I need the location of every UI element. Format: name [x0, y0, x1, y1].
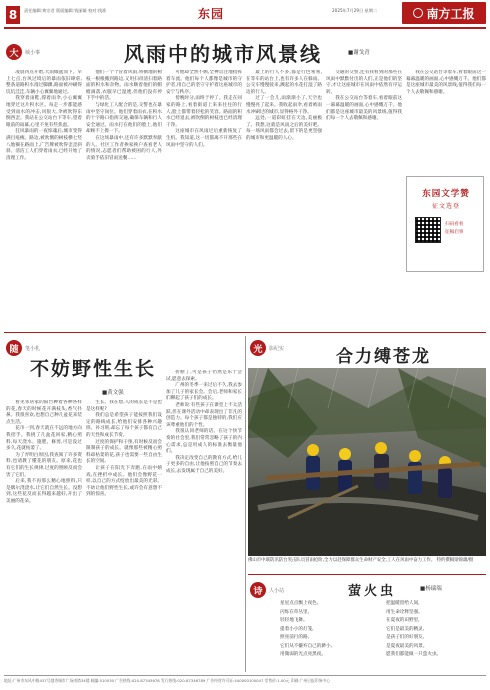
column-tag-4 — [250, 582, 284, 598]
paragraph: 我在公交站台等着车,看着眼前这一幕幕温暖的画面,心中感慨万千。他们都是这座城市最美的风景线,值得我们每一个人去敬佩和感谢。 — [326, 96, 402, 122]
poem-line: 闪烁在草丛里, — [280, 609, 310, 615]
article2-column-3 — [166, 370, 242, 670]
paragraph: 让孩子在阳光下奔跑,在雨中嬉戏,在挫折中成长。他们会像野花一样,以自己的方式绽放出最美的光彩。不妨让他们野性生长,或许会有意想不到的惊喜。 — [86, 465, 162, 498]
issue-date: 2025年7月29日 星期二 — [332, 8, 378, 13]
page-footer: 地址:广州市东风中路437号越秀城市广场南塔34楼 邮编:510030 广告热线:020-87345678 发行热线:020-87346789 广告经营许可证:440000100047 零售价:1.00元 印刷:广州日报印务中心 — [4, 678, 330, 683]
poem-line: 愿我们都能做一只萤火虫。 — [386, 652, 442, 657]
paragraph: 与绿化工人配合的是,交警也在暴雨中坚守岗位。他们穿着雨衣,在积水的十字路口指挥交通,确保车辆和行人安全通过。雨水打在他们的脸上,他们却顾不上擦一下。 — [86, 102, 162, 135]
poem-line: 它们从不嫌弃自己的渺小, — [280, 643, 332, 649]
paragraph: 交通的交警,还有我看到的那些在风雨中默默付出的人们,正是他们的坚守,才让这座城市在风雨中依然有序运转。 — [326, 70, 402, 95]
paragraph: 后来,我不再那么精心地照料,只是偶尔浇浇水,让它们自然生长。没想到,这些花反而长得越来越好,开出了美丽的花朵。 — [6, 479, 82, 504]
article1-title: 风雨中的城市风景线 — [124, 42, 322, 66]
paragraph: 我穿着雨鞋,撑着雨伞,小心翼翼地穿过这片积水区。每走一步都能感受到雨水的冲击,风很大,伞被吹得东倒西歪。我站在公交站台下等车,望着眼前的雨幕,心里不免有些焦虑。 — [6, 96, 82, 128]
column-tag-3 — [250, 340, 284, 356]
poem-line: 轻轻地飞舞。 — [280, 618, 308, 623]
poem-line: 它们是最美的精灵, — [386, 626, 425, 632]
page-number: 8 — [6, 6, 20, 24]
essay-solicitation-box — [406, 176, 484, 272]
poem-line: 用微弱的光点亮黑夜。 — [280, 652, 326, 657]
paragraph: 他们一个个冒着风雨,将倒地的树枝一根根搬到路边,又用扫帚清扫着路面的积水和杂物。雨水顺着他们的帽檐滴落,衣服早已湿透,但他们没有停下手中的活。 — [86, 70, 162, 102]
solicitation-subtitle: 征文选登 — [431, 203, 460, 210]
column-tag-label: 影纪实 — [269, 345, 285, 352]
solicitation-title: 东园文学赞 — [422, 189, 470, 199]
photo-illustration — [248, 368, 486, 556]
paragraph: 过度的保护和干预,有时候反而会限制孩子的成长。就像那些被精心照料却枯萎的花,孩子也需要一些自由生长的空间。 — [86, 439, 162, 465]
article2-title: 不妨野性生长 — [30, 358, 157, 380]
column-tag-label: 笔小札 — [25, 345, 41, 352]
paragraph: 凌晨四点开始,大雨倾盆而下。早上七点,台风过境后的暴雨依旧肆虐,整条道路积水漫过脚踝,路面被冲刷得坑坑洼洼,车辆小心翼翼地通过。 — [6, 70, 82, 95]
header-rule — [4, 27, 486, 29]
paragraph: 傍晚时分,雨终于停了。我走在回家的路上,看着街道上来来往往的行人,脸上都带着轻松的笑容。路面的积水已经退去,被吹倒的树枝也已经清理干净。 — [166, 96, 242, 128]
poem-column-2 — [386, 600, 486, 660]
column-tag-icon: 随 — [6, 340, 22, 356]
column-tag-icon: 诗 — [250, 582, 266, 598]
article2-byline: ■黄文强 — [102, 390, 124, 396]
footer-rule — [4, 675, 486, 676]
qr-code-icon[interactable] — [415, 217, 441, 243]
paragraph: 生长。我在想,人的成长是不是也是这样呢? — [86, 400, 162, 412]
article1-column-4 — [246, 70, 322, 328]
poem-line: 用生命诠释坚强。 — [386, 609, 423, 615]
article1-byline: ■谢戈青 — [348, 50, 370, 56]
column-tag-icon: 光 — [250, 340, 266, 356]
poem-column-1 — [280, 600, 380, 660]
logo-mark-icon — [413, 8, 423, 18]
poem-line: 照亮前行的路。 — [280, 635, 313, 640]
paragraph: 为了弄明白原因,我查阅了许多资料,也请教了懂花的朋友。原来,花也有它们的生长规律,过度的照顾反而会害了它们。 — [6, 452, 82, 478]
article1-column-1 — [6, 70, 82, 328]
section-name: 东园 — [198, 7, 225, 21]
article1-column-5 — [326, 70, 402, 328]
paragraph: 我在公交站台等着车,看着眼前这一幕幕温暖的画面,心中感慨万千。他们都是这座城市最美的风景线,值得我们每一个人去敬佩和感谢。 — [406, 70, 486, 95]
qr-label-line-1: 扫码看看 — [445, 222, 464, 227]
paragraph: 我决定改变自己的教育方式,给儿子更多的自由,让他按照自己的节奏去成长,去发现属于自己的美好。 — [166, 455, 242, 474]
paragraph: 这座城市在风雨过后重新恢复了生机。我知道,这一切都离不开那些在风雨中坚守的人们。 — [166, 129, 242, 148]
paragraph: 过了一会儿,雨渐渐小了,天空也慢慢亮了起来。我收起雨伞,看着被雨水冲刷过的城市,显得格外干净。 — [246, 96, 322, 115]
poem-line: 是孩子们的好朋友, — [386, 635, 425, 640]
paragraph: 广州的冬季一来过后不久,我去参加了儿子的家长会。会后,老师和家长们聊起了孩子们的成长。 — [166, 383, 242, 402]
paragraph: 看见邻居家的阳台种着各种各样的花,春天的时候花开满枝头,香气扑鼻。我很喜欢,也想自己种几盆花来装点生活。 — [6, 400, 82, 425]
editor-line: 责任编辑:黄宗君 版面编辑:钱丽雄 校对:钱准 — [24, 8, 107, 13]
article2-column-1 — [6, 400, 82, 670]
article1-column-2 — [86, 70, 162, 328]
paragraph: 可他却全然不顾,全神贯注地指挥着车流。他们每个人都像是城市的守护者,用自己的坚守守护着这座城市的安宁与秩序。 — [166, 70, 242, 95]
paragraph: 花市一到,春天就在不远的地方向我招手。我挑了几盆花回家,精心照料,每天浇水、施肥、修剪,可是没过多久,花就枯萎了。 — [6, 426, 82, 452]
paragraph: 折断了,可是孩子仍然是乐于尝试,愿意去探索。 — [166, 370, 242, 382]
section-divider — [248, 574, 486, 575]
article1-column-3 — [166, 70, 242, 328]
poem-line: 在夏夜的田野里, — [386, 618, 420, 623]
paragraph: 狂风暴雨的一夜惊魂后,城市变得满目疮痍。路边,被吹倒的树枝横七竖八地躺在路面上,广告牌被吹得歪歪斜斜。清洁工人们穿着雨衣,已经开始了清理工作。 — [6, 129, 82, 161]
poem-line: 星星点点飘上夜色, — [280, 601, 319, 606]
column-tag-1 — [6, 44, 40, 60]
paragraph: 老师说:有些孩子在课堂上不太活跃,但在课外活动中却表现出了非凡的创造力。每个孩子都是独特的,我们应该尊重他们的个性。 — [166, 402, 242, 428]
article4-byline: ■杨瑞端 — [420, 586, 442, 592]
column-tag-label: 城小事 — [25, 49, 41, 56]
photo-caption: 佛山市中联防汛防台突击队员冒雨抢险,全力以赴保障群众生命财产安全,工人在风雨中奋力工作。 特约撰稿梁锦雄/摄 — [248, 558, 474, 563]
paragraph: 我很认同老师的话。在这个快节奏的社会里,我们常常忽略了孩子的内心需求,总是用成人的标准去衡量他们。 — [166, 429, 242, 455]
article1-column-6 — [406, 70, 486, 170]
paragraph: 我们总是希望孩子能按照我们设定的路线成长,给他们安排各种兴趣班、补习班,却忘了每个孩子都有自己的天性和成长节奏。 — [86, 413, 162, 438]
article4-title: 萤火虫 — [348, 584, 397, 599]
section-divider — [4, 332, 486, 333]
newspaper-logo — [402, 2, 486, 24]
column-divider — [245, 336, 246, 672]
poem-line: 把温暖留给人间, — [386, 601, 420, 606]
article3-title: 合力缚苍龙 — [336, 347, 431, 367]
paragraph: 远处,一道彩虹挂在天边,美丽极了。我想,这就是风雨之后的美好吧。每一场风雨都会过去,留下的是更坚强的城市和更温暖的人心。 — [246, 116, 322, 141]
article2-column-2 — [86, 400, 162, 670]
column-tag-icon: 大 — [6, 44, 22, 60]
poem-line: 提着小小的灯笼, — [280, 626, 314, 632]
qr-label — [445, 221, 463, 237]
column-tag-label: 人小站 — [269, 587, 285, 594]
paragraph: 在这场暴雨中,还有许多默默奉献的人。社区工作者挨家挨户查看老人的情况,志愿者们帮助被困的行人,外卖骑手依旧冒雨送餐…… — [86, 135, 162, 161]
qr-label-line-2: 征稿启事 — [445, 230, 464, 235]
page-header — [0, 0, 490, 30]
paragraph: 最上的行人不多,都是行色匆匆,在等车的站台上,也有许多人在躲雨。公交车慢慢驶来,溅起的水花打湿了路边的行人。 — [246, 70, 322, 95]
logo-text: 南方工报 — [426, 6, 475, 21]
rescue-workers-photo — [248, 368, 486, 556]
poem-line: 是夏夜最美的风景。 — [386, 643, 428, 649]
